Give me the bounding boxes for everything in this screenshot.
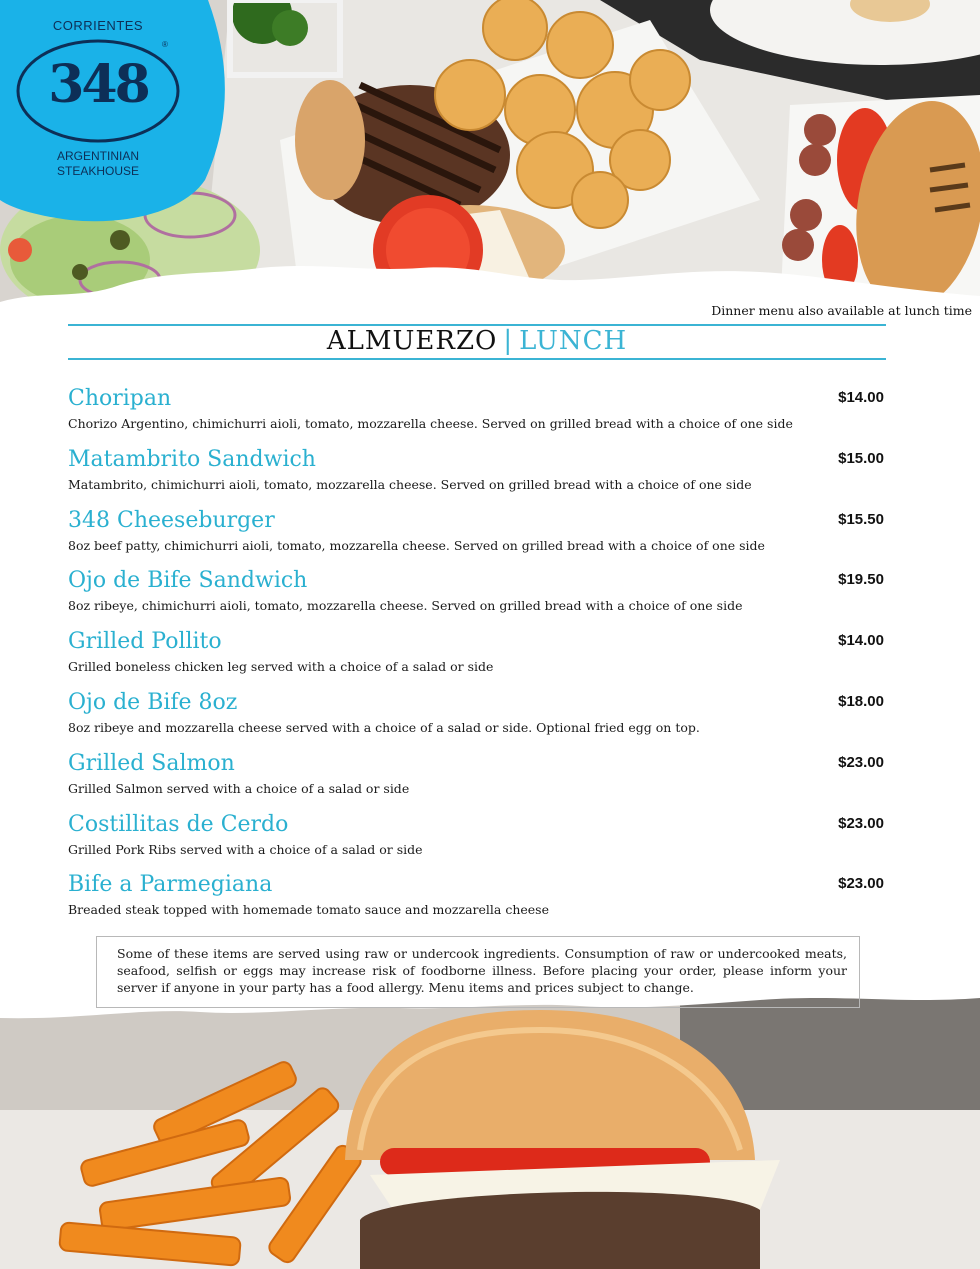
- item-price: $14.00: [838, 632, 884, 650]
- item-name: Ojo de Bife 8oz: [68, 689, 238, 715]
- menu-item: [68, 690, 886, 751]
- item-price: $15.50: [838, 510, 884, 528]
- heading-rule-bottom: [68, 358, 886, 360]
- logo-top-text: CORRIENTES: [52, 18, 144, 33]
- menu-item: [68, 751, 886, 812]
- item-name: Grilled Pollito: [68, 629, 222, 655]
- item-name: Choripan: [68, 386, 172, 411]
- menu-list: [68, 386, 886, 933]
- item-price: $18.00: [838, 692, 884, 710]
- menu-item: [68, 812, 886, 873]
- item-price: $23.00: [838, 875, 884, 893]
- menu-heading: [68, 326, 886, 356]
- item-description: Grilled boneless chicken leg served with a choice of a salad or side: [68, 659, 494, 675]
- item-description: Grilled Salmon served with a choice of a salad or side: [68, 780, 410, 796]
- allergy-disclaimer: Some of these items are served using raw or undercook ingredients. Consumption of raw or undercooked meats, seafood, selfish or eggs may increase risk of foodborne illness. Before placing your order, please inform your server if anyone in your party has a food allergy. Menu items and prices subject to change.: [96, 936, 860, 1008]
- brand-logo-badge: [0, 0, 232, 222]
- item-price: $14.00: [838, 389, 884, 406]
- bottom-burger-photo: [0, 990, 980, 1269]
- logo-bottom-text-1: ARGENTINIAN: [56, 149, 139, 163]
- item-description: 8oz ribeye, chimichurri aioli, tomato, mozzarella cheese. Served on grilled bread with a choice of one side: [68, 598, 743, 614]
- item-name: Bife a Parmegiana: [68, 872, 273, 898]
- heading-separator: |: [503, 326, 514, 356]
- item-name: Ojo de Bife Sandwich: [68, 568, 308, 594]
- heading-spanish: ALMUERZO: [326, 326, 498, 356]
- item-name: 348 Cheeseburger: [68, 507, 275, 533]
- menu-item: [68, 872, 886, 933]
- menu-item: [68, 568, 886, 629]
- menu-item: [68, 447, 886, 508]
- item-name: Costillitas de Cerdo: [68, 811, 289, 837]
- item-description: Matambrito, chimichurri aioli, tomato, mozzarella cheese. Served on grilled bread with a choice of one side: [68, 476, 752, 492]
- dinner-availability-note: Dinner menu also available at lunch time: [711, 303, 972, 318]
- item-price: $23.00: [838, 814, 884, 832]
- item-name: Matambrito Sandwich: [68, 446, 316, 472]
- item-price: $23.00: [838, 753, 884, 771]
- logo-number: 348: [48, 54, 148, 115]
- item-price: $19.50: [838, 571, 884, 589]
- heading-english: LUNCH: [519, 326, 628, 356]
- logo-bottom-text-2: STEAKHOUSE: [56, 164, 140, 178]
- item-description: Grilled Pork Ribs served with a choice of a salad or side: [68, 841, 423, 857]
- item-description: Breaded steak topped with homemade tomato sauce and mozzarella cheese: [68, 902, 549, 918]
- item-description: Chorizo Argentino, chimichurri aioli, tomato, mozzarella cheese. Served on grilled bread with a choice of one side: [68, 416, 793, 431]
- item-description: 8oz beef patty, chimichurri aioli, tomato, mozzarella cheese. Served on grilled bread with a choice of one side: [68, 537, 765, 553]
- logo-registered-mark: ®: [162, 40, 168, 49]
- menu-item: [68, 508, 886, 569]
- menu-item: [68, 629, 886, 690]
- item-name: Grilled Salmon: [68, 750, 235, 776]
- item-description: 8oz ribeye and mozzarella cheese served with a choice of a salad or side. Optional fried egg on top.: [68, 719, 700, 735]
- item-price: $15.00: [838, 449, 884, 467]
- menu-item: [68, 386, 886, 447]
